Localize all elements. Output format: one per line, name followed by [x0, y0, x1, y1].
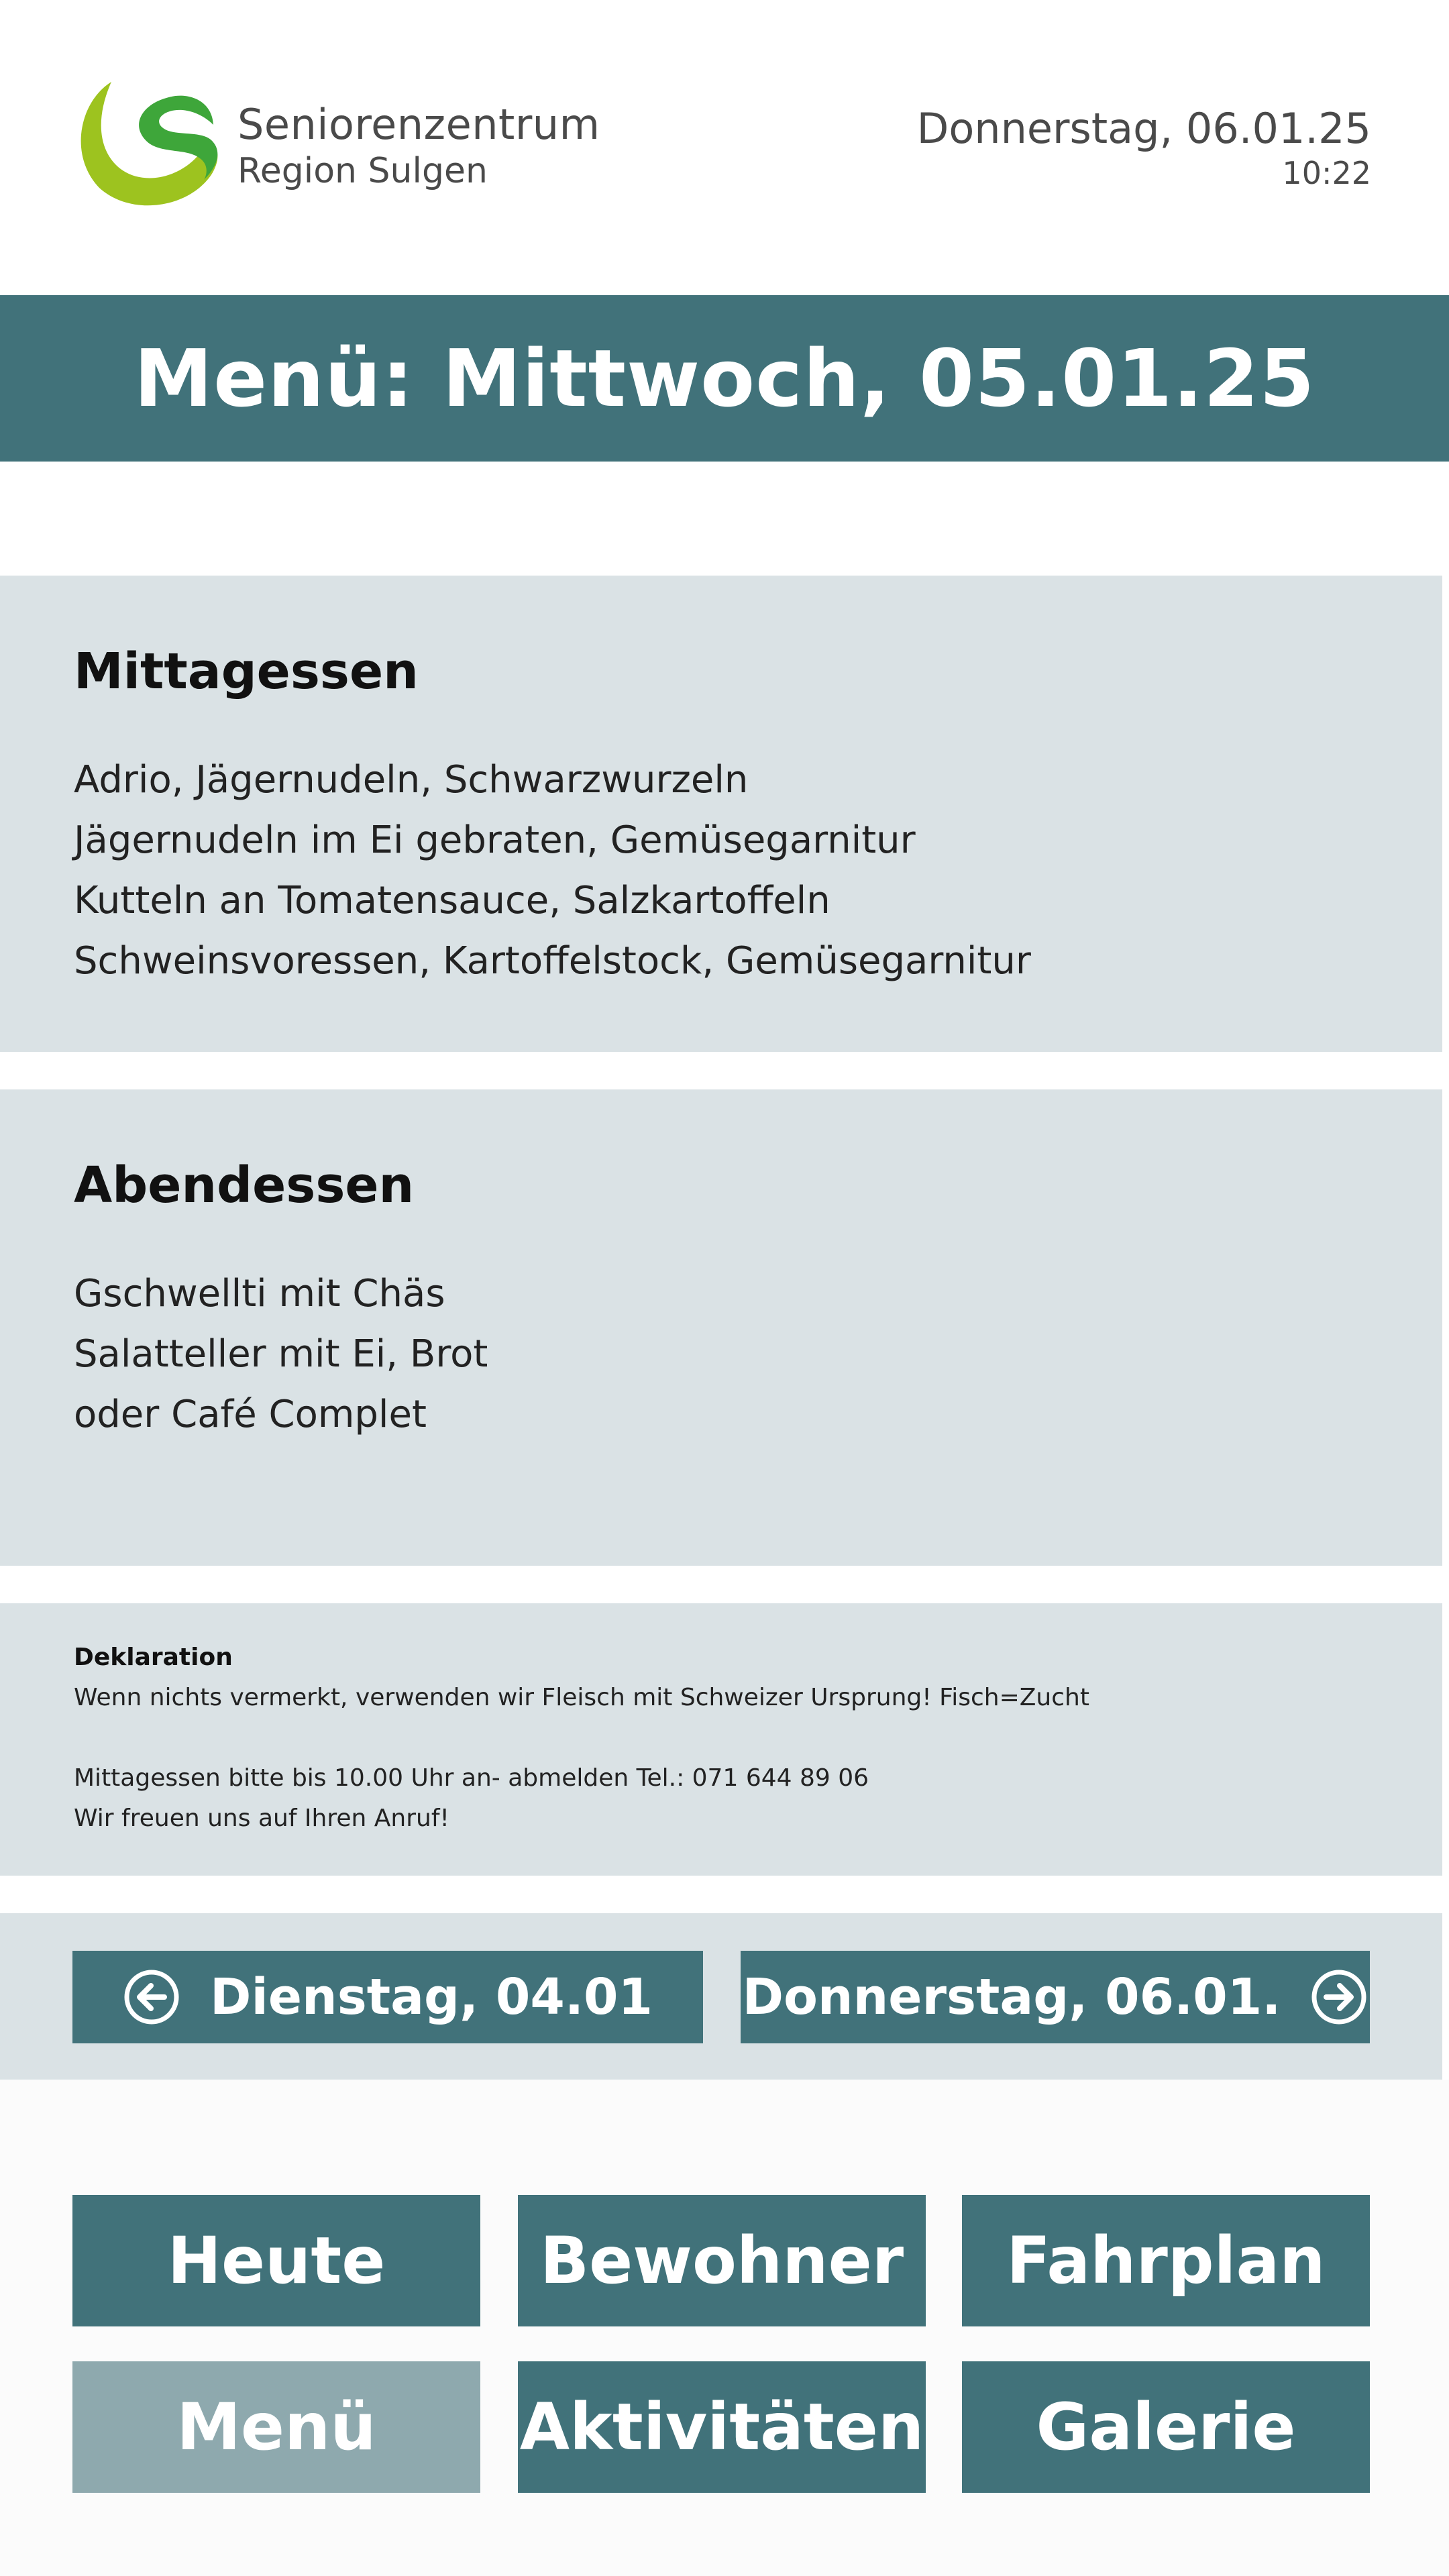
previous-day-button[interactable]: [72, 1951, 703, 2043]
lunch-item: Schweinsvoressen, Kartoffelstock, Gemüsegarnitur: [74, 939, 1031, 983]
brand-line1: Seniorenzentrum: [237, 100, 600, 149]
registration-note: Mittagessen bitte bis 10.00 Uhr an- abmelden Tel.: 071 644 89 06: [74, 1764, 869, 1792]
day-navigation: [0, 1913, 1442, 2080]
lunch-panel: [0, 576, 1442, 1052]
lunch-list: [74, 750, 1031, 991]
nav-fahrplan-button[interactable]: Fahrplan: [962, 2195, 1370, 2326]
nav-heute-button[interactable]: Heute: [72, 2195, 480, 2326]
next-day-label: Donnerstag, 06.01.: [742, 1968, 1281, 2026]
header: [0, 0, 1449, 295]
page-title: Menü: Mittwoch, 05.01.25: [133, 332, 1316, 425]
current-time: 10:22: [1282, 155, 1371, 191]
brand-name: [237, 99, 600, 192]
dinner-heading: Abendessen: [74, 1157, 415, 1214]
declaration-title: Deklaration: [74, 1644, 233, 1671]
arrow-right-circle-icon: [1310, 1968, 1368, 2026]
nav-aktivitaeten-button[interactable]: Aktivitäten: [518, 2361, 926, 2493]
current-date: Donnerstag, 06.01.25: [916, 104, 1371, 153]
dinner-list: [74, 1264, 488, 1445]
nav-bewohner-button[interactable]: Bewohner: [518, 2195, 926, 2326]
main-navigation: [0, 2080, 1449, 2576]
lunch-item: Adrio, Jägernudeln, Schwarzwurzeln: [74, 758, 749, 802]
next-day-button[interactable]: [741, 1951, 1370, 2043]
declaration-panel: [0, 1603, 1442, 1876]
dinner-panel: [0, 1089, 1442, 1566]
logo-icon: [72, 75, 221, 209]
declaration-text: Wenn nichts vermerkt, verwenden wir Fleisch mit Schweizer Ursprung! Fisch=Zucht: [74, 1684, 1089, 1711]
nav-galerie-button[interactable]: Galerie: [962, 2361, 1370, 2493]
previous-day-label: Dienstag, 04.01: [210, 1968, 653, 2026]
dinner-item: Gschwellti mit Chäs: [74, 1272, 445, 1316]
lunch-item: Jägernudeln im Ei gebraten, Gemüsegarnitur: [74, 818, 916, 862]
closing-note: Wir freuen uns auf Ihren Anruf!: [74, 1805, 449, 1832]
dinner-item: oder Café Complet: [74, 1393, 427, 1436]
lunch-heading: Mittagessen: [74, 643, 419, 700]
nav-menu-button[interactable]: Menü: [72, 2361, 480, 2493]
dinner-item: Salatteller mit Ei, Brot: [74, 1332, 488, 1376]
current-datetime: [917, 103, 1371, 192]
brand-line2: Region Sulgen: [237, 151, 488, 191]
lunch-item: Kutteln an Tomatensauce, Salzkartoffeln: [74, 879, 830, 922]
arrow-left-circle-icon: [123, 1968, 180, 2026]
title-bar: [0, 295, 1449, 462]
